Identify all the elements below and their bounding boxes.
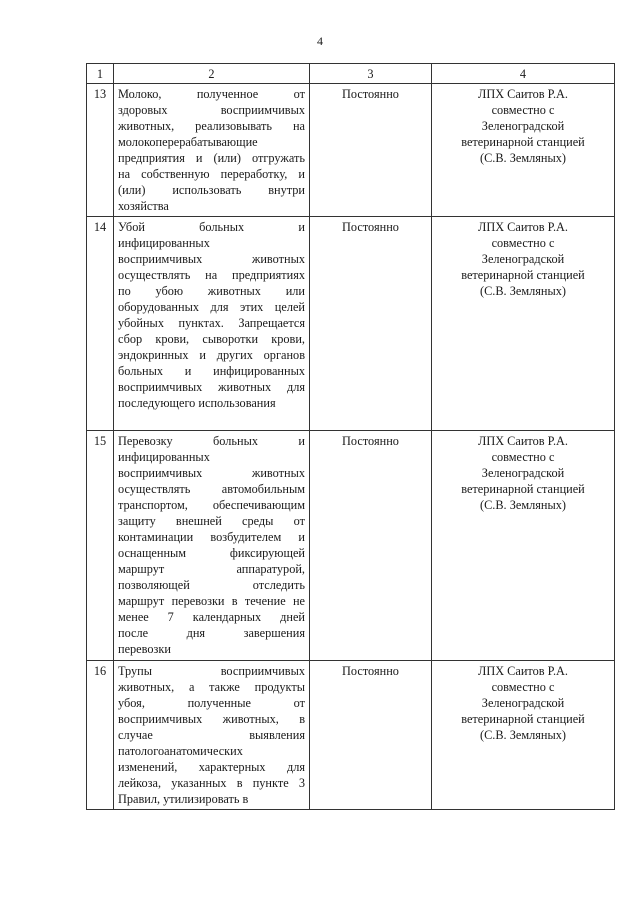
- measure-description-line: инфицированных: [118, 236, 210, 250]
- responsible-party-line: ЛПХ Саитов Р.А.: [478, 87, 568, 101]
- table-row: [87, 217, 615, 431]
- measure-description-line: Правил, утилизировать в: [118, 792, 249, 806]
- measure-description-line: восприимчивых животных: [118, 466, 305, 480]
- measure-description-line: больных и инфицированных: [118, 364, 305, 378]
- measure-description-line: осуществлять автомобильным: [118, 482, 305, 496]
- measure-description-line: оборудованных для этих целей: [118, 300, 305, 314]
- measure-description-line: животных, реализовывать на: [118, 119, 305, 133]
- column-header-3: 3: [310, 64, 432, 84]
- measure-description-line: эндокринных и других органов: [118, 348, 305, 362]
- page-number: 4: [317, 34, 323, 48]
- measure-description-line: лейкоза, указанных в пункте 3: [118, 776, 305, 790]
- responsible-party-line: ветеринарной станцией: [461, 482, 585, 496]
- measure-description-line: позволяющей отследить: [118, 578, 305, 592]
- responsible-party-line: (С.В. Земляных): [479, 151, 566, 165]
- measure-description-line: случае выявления: [118, 728, 305, 742]
- measure-description-line: транспортом, обеспечивающим: [118, 498, 305, 512]
- measure-description-line: контаминации возбудителем и: [118, 530, 305, 544]
- measure-term: Постоянно: [310, 84, 432, 217]
- responsible-party-line: Зеленоградской: [481, 119, 565, 133]
- measure-description-line: восприимчивых животных для: [118, 380, 305, 394]
- measure-description-line: менее 7 календарных дней: [118, 610, 305, 624]
- responsible-party-line: Зеленоградской: [481, 696, 565, 710]
- table-header-row: [87, 64, 615, 84]
- responsible-party-line: совместно с: [491, 680, 555, 694]
- responsible-party-line: ветеринарной станцией: [461, 712, 585, 726]
- measure-description-line: (или) использовать внутри: [118, 183, 305, 197]
- measure-description: [114, 661, 310, 810]
- measure-description-line: осуществлять на предприятиях: [118, 268, 305, 282]
- responsible-party-line: Зеленоградской: [481, 252, 565, 266]
- measure-description-line: животных, а также продукты: [118, 680, 305, 694]
- measure-description-line: маршрут перевозки в течение не: [118, 594, 305, 608]
- measure-term: Постоянно: [310, 217, 432, 431]
- measure-description-line: хозяйства: [118, 199, 169, 213]
- measure-description-line: убоя, полученные от: [118, 696, 305, 710]
- measure-description-line: оснащенным фиксирующей: [118, 546, 305, 560]
- responsible-party-line: ЛПХ Саитов Р.А.: [478, 220, 568, 234]
- measure-description-line: убойных пунктах. Запрещается: [118, 316, 305, 330]
- responsible-party: [432, 661, 615, 810]
- table-row: [87, 431, 615, 661]
- responsible-party-line: ветеринарной станцией: [461, 268, 585, 282]
- column-header-1: 1: [87, 64, 114, 84]
- responsible-party: [432, 431, 615, 661]
- measure-description-line: патологоанатомических: [118, 744, 243, 758]
- measure-description-line: Убой больных и: [118, 220, 305, 234]
- measure-description-line: сбор крови, сыворотки крови,: [118, 332, 305, 346]
- measure-description-line: предприятия и (или) отгружать: [118, 151, 305, 165]
- measure-description-line: после дня завершения: [118, 626, 305, 640]
- responsible-party-line: ветеринарной станцией: [461, 135, 585, 149]
- responsible-party-line: Зеленоградской: [481, 466, 565, 480]
- column-header-4: 4: [432, 64, 615, 84]
- responsible-party-line: ЛПХ Саитов Р.А.: [478, 434, 568, 448]
- measure-description-line: Перевозку больных и: [118, 434, 305, 448]
- measure-description-line: восприимчивых животных, в: [118, 712, 305, 726]
- measure-description-line: последующего использования: [118, 396, 276, 410]
- table-row: [87, 84, 615, 217]
- measure-description-line: изменений, характерных для: [118, 760, 305, 774]
- responsible-party: [432, 217, 615, 431]
- responsible-party: [432, 84, 615, 217]
- measure-description-line: здоровых восприимчивых: [118, 103, 305, 117]
- responsible-party-line: совместно с: [491, 450, 555, 464]
- responsible-party-line: совместно с: [491, 236, 555, 250]
- measure-term: Постоянно: [310, 431, 432, 661]
- measure-description-line: перевозки: [118, 642, 171, 656]
- measure-description-line: Трупы восприимчивых: [118, 664, 305, 678]
- measure-description-line: на собственную переработку, и: [118, 167, 305, 181]
- measure-description: [114, 84, 310, 217]
- row-number: 14: [87, 217, 114, 431]
- measure-description-line: молокоперерабатывающие: [118, 135, 258, 149]
- measure-description: [114, 217, 310, 431]
- responsible-party-line: совместно с: [491, 103, 555, 117]
- responsible-party-line: (С.В. Земляных): [479, 728, 566, 742]
- table-row: [87, 661, 615, 810]
- measures-table: [86, 63, 615, 810]
- measure-term: Постоянно: [310, 661, 432, 810]
- row-number: 15: [87, 431, 114, 661]
- measure-description: [114, 431, 310, 661]
- row-number: 16: [87, 661, 114, 810]
- row-number: 13: [87, 84, 114, 217]
- measure-description-line: восприимчивых животных: [118, 252, 305, 266]
- responsible-party-line: (С.В. Земляных): [479, 498, 566, 512]
- table-body: [87, 84, 615, 810]
- measure-description-line: инфицированных: [118, 450, 210, 464]
- measure-description-line: по убою животных или: [118, 284, 305, 298]
- measure-description-line: защиту внешней среды от: [118, 514, 305, 528]
- measure-description-line: маршрут аппаратурой,: [118, 562, 305, 576]
- responsible-party-line: (С.В. Земляных): [479, 284, 566, 298]
- responsible-party-line: ЛПХ Саитов Р.А.: [478, 664, 568, 678]
- measure-description-line: Молоко, полученное от: [118, 87, 305, 101]
- column-header-2: 2: [114, 64, 310, 84]
